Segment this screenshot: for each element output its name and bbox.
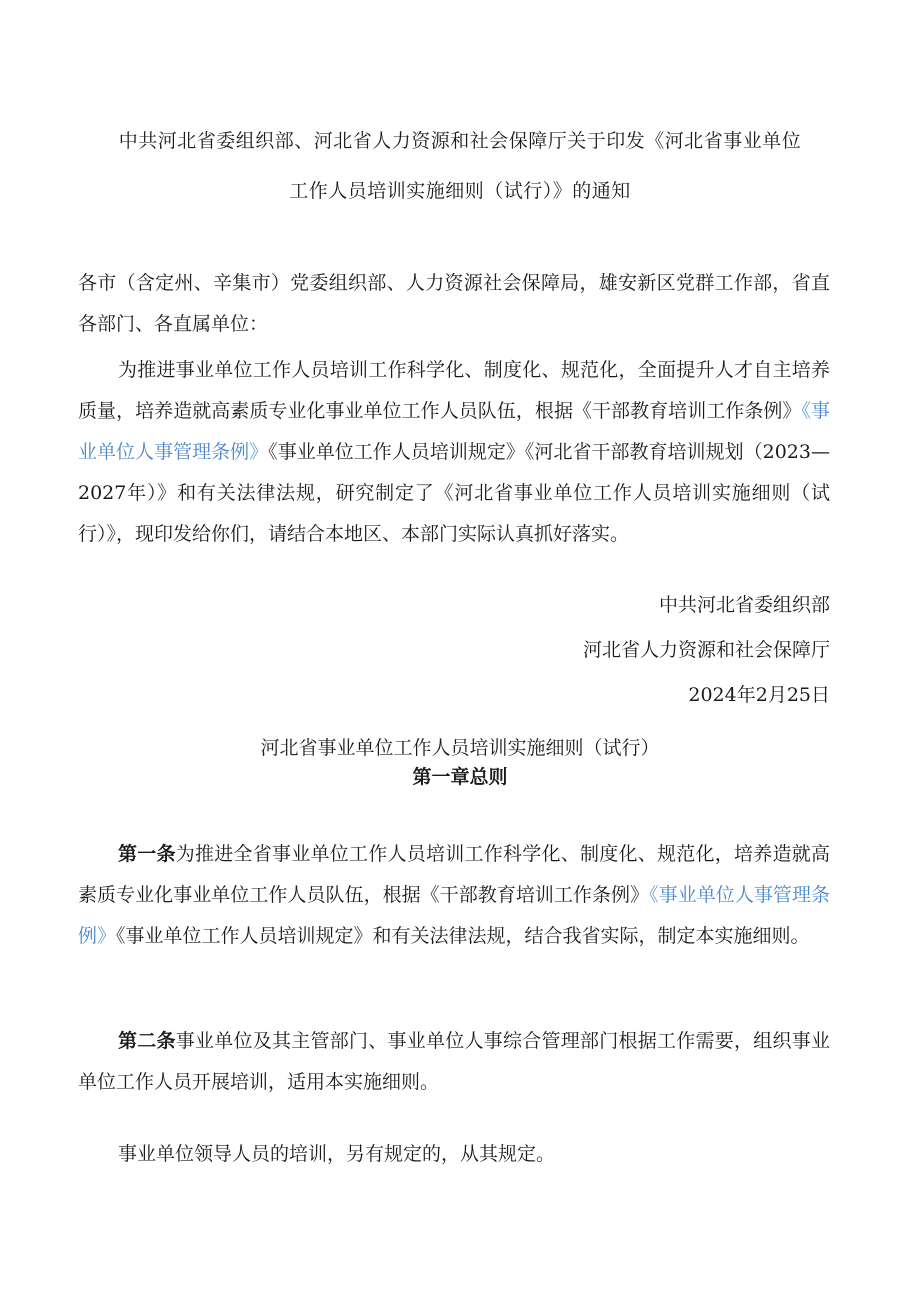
signature-org-2: 河北省人力资源和社会保障厅 bbox=[582, 639, 830, 661]
notice-title-line-2: 工作人员培训实施细则（试行）》的通知 bbox=[289, 180, 631, 202]
notice-body bbox=[78, 350, 830, 555]
chapter-title: 第一章总则 bbox=[412, 766, 508, 788]
article-2-text: 事业单位及其主管部门、事业单位人事综合管理部门根据工作需要，组织事业单位工作人员开展培训，适用本实施细则。 bbox=[78, 1030, 830, 1093]
document-title: 河北省事业单位工作人员培训实施细则（试行） bbox=[260, 737, 660, 759]
article-1 bbox=[78, 834, 830, 957]
article-2 bbox=[78, 1021, 830, 1103]
article-1-link[interactable]: 《事业单位人事管理条例》 bbox=[78, 884, 830, 947]
article-1-text-2: 《事业单位工作人员培训规定》和有关法律法规，结合我省实际，制定本实施细则。 bbox=[116, 925, 810, 947]
notice-body-text-1: 为推进事业单位工作人员培训工作科学化、制度化、规范化，全面提升人才自主培养质量，培养造就高素质专业化事业单位工作人员队伍，根据《干部教育培训工作条例》 bbox=[78, 359, 830, 422]
notice-body-link[interactable]: 《事业单位人事管理条例》 bbox=[78, 400, 830, 463]
article-2-label: 第二条 bbox=[118, 1030, 176, 1052]
signature-org-1: 中共河北省委组织部 bbox=[658, 594, 830, 616]
signature-date: 2024年2月25日 bbox=[688, 684, 830, 706]
addressee: 各市（含定州、辛集市）党委组织部、人力资源社会保障局，雄安新区党群工作部，省直各部门、各直属单位： bbox=[78, 272, 830, 335]
notice-title-line-1: 中共河北省委组织部、河北省人力资源和社会保障厅关于印发《河北省事业单位 bbox=[118, 130, 802, 152]
article-2-paragraph-2: 事业单位领导人员的培训，另有规定的，从其规定。 bbox=[118, 1143, 556, 1165]
article-1-text-1: 为推进全省事业单位工作人员培训工作科学化、制度化、规范化，培养造就高素质专业化事业单位工作人员队伍，根据《干部教育培训工作条例》 bbox=[78, 843, 830, 906]
notice-body-text-2: 《事业单位工作人员培训规定》《河北省干部教育培训规划（2023—2027年）》和有关法律法规，研究制定了《河北省事业单位工作人员培训实施细则（试行）》，现印发给你们，请结合本地区、本部门实际认真抓好落实。 bbox=[78, 441, 830, 545]
article-1-label: 第一条 bbox=[118, 843, 176, 865]
